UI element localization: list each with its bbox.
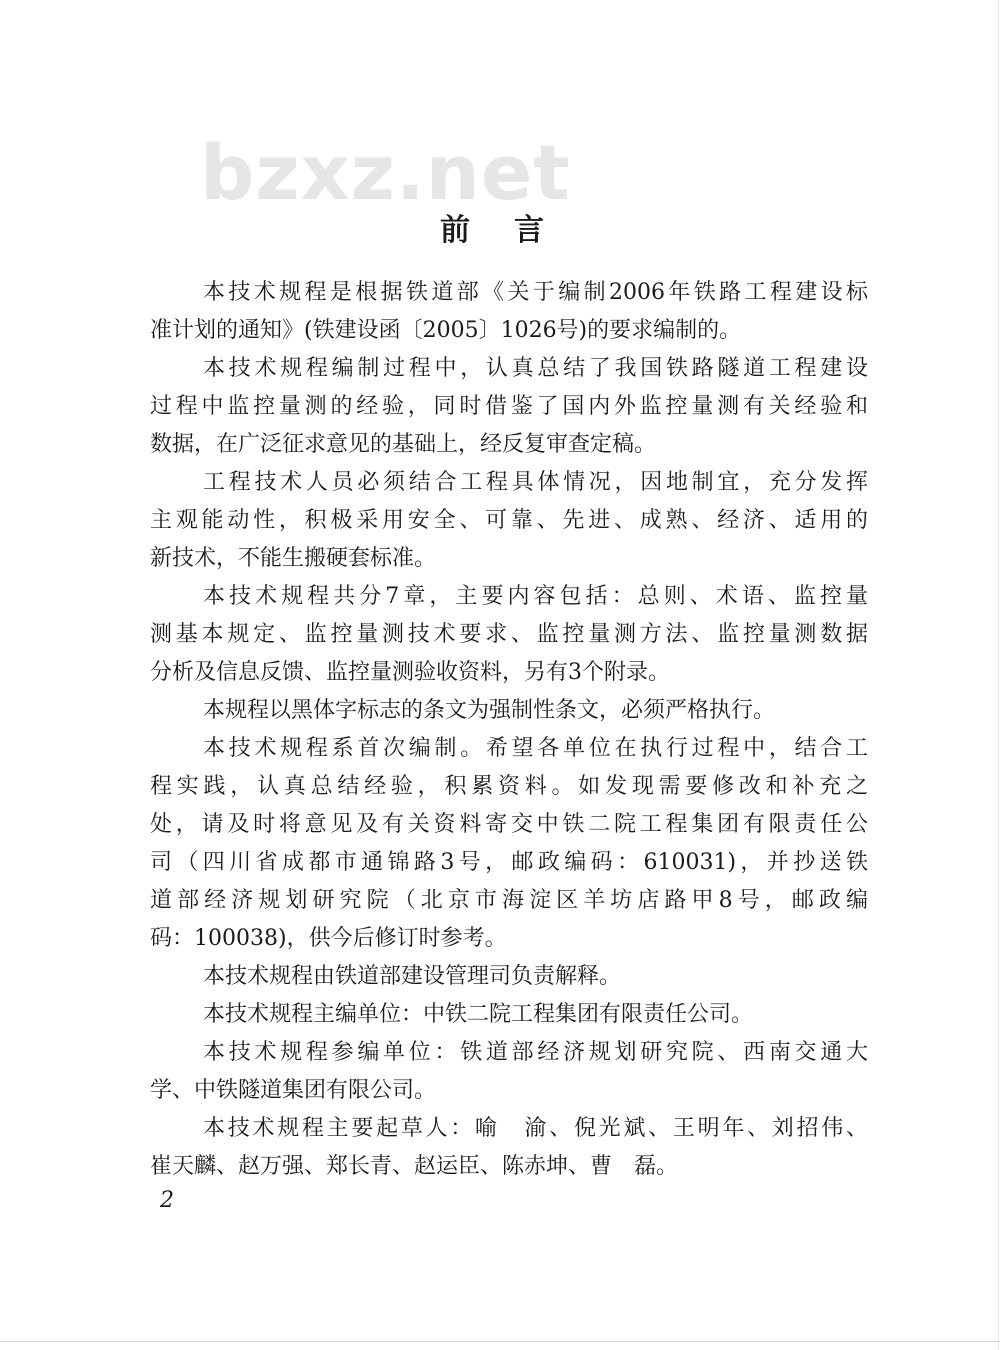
text-line: 本规程以黑体字标志的条文为强制性条文，必须严格执行。 bbox=[203, 698, 776, 723]
text-line: 本技术规程参编单位：铁道部经济规划研究院、西南交通大 bbox=[203, 1040, 868, 1065]
text-line: 本技术规程主要起草人：喻 渝、倪光斌、王明年、刘招伟、 bbox=[203, 1116, 868, 1141]
text-line: 主观能动性，积极采用安全、可靠、先进、成熟、经济、适用的 bbox=[150, 508, 868, 533]
text-line: 工程技术人员必须结合工程具体情况，因地制宜，充分发挥 bbox=[203, 470, 868, 495]
text-line: 准计划的通知》(铁建设函〔2005〕1026号)的要求编制的。 bbox=[150, 318, 742, 343]
text-line: 新技术，不能生搬硬套标准。 bbox=[150, 546, 437, 571]
page-number: 2 bbox=[160, 1188, 174, 1213]
text-line: 道部经济规划研究院（北京市海淀区羊坊店路甲8号，邮政编 bbox=[150, 888, 868, 913]
page-bottom-border bbox=[0, 1341, 1000, 1342]
text-line: 司（四川省成都市通锦路3号，邮政编码：610031)，并抄送铁 bbox=[150, 850, 868, 875]
text-line: 崔天麟、赵万强、郑长青、赵运臣、陈赤坤、曹 磊。 bbox=[150, 1154, 679, 1179]
text-line: 本技术规程编制过程中，认真总结了我国铁路隧道工程建设 bbox=[203, 356, 868, 381]
page-title: 前言 bbox=[440, 213, 588, 248]
text-line: 测基本规定、监控量测技术要求、监控量测方法、监控量测数据 bbox=[150, 622, 868, 647]
text-line: 学、中铁隧道集团有限公司。 bbox=[150, 1078, 437, 1103]
text-line: 本技术规程由铁道部建设管理司负责解释。 bbox=[203, 964, 622, 989]
text-line: 本技术规程共分7章，主要内容包括：总则、术语、监控量 bbox=[203, 584, 868, 609]
text-line: 过程中监控量测的经验，同时借鉴了国内外监控量测有关经验和 bbox=[150, 394, 868, 419]
text-line: 码：100038)，供今后修订时参考。 bbox=[150, 926, 507, 951]
text-line: 本技术规程是根据铁道部《关于编制2006年铁路工程建设标 bbox=[203, 280, 868, 305]
text-line: 程实践，认真总结经验，积累资料。如发现需要修改和补充之 bbox=[150, 774, 868, 799]
text-line: 分析及信息反馈、监控量测验收资料，另有3个附录。 bbox=[150, 660, 670, 685]
text-line: 本技术规程主编单位：中铁二院工程集团有限责任公司。 bbox=[203, 1002, 754, 1027]
text-line: 处，请及时将意见及有关资料寄交中铁二院工程集团有限责任公 bbox=[150, 812, 868, 837]
page-edge bbox=[998, 0, 999, 1350]
text-line: 数据，在广泛征求意见的基础上，经反复审查定稿。 bbox=[150, 432, 657, 457]
text-line: 本技术规程系首次编制。希望各单位在执行过程中，结合工 bbox=[203, 736, 868, 761]
watermark: bzxz.net bbox=[200, 128, 571, 217]
